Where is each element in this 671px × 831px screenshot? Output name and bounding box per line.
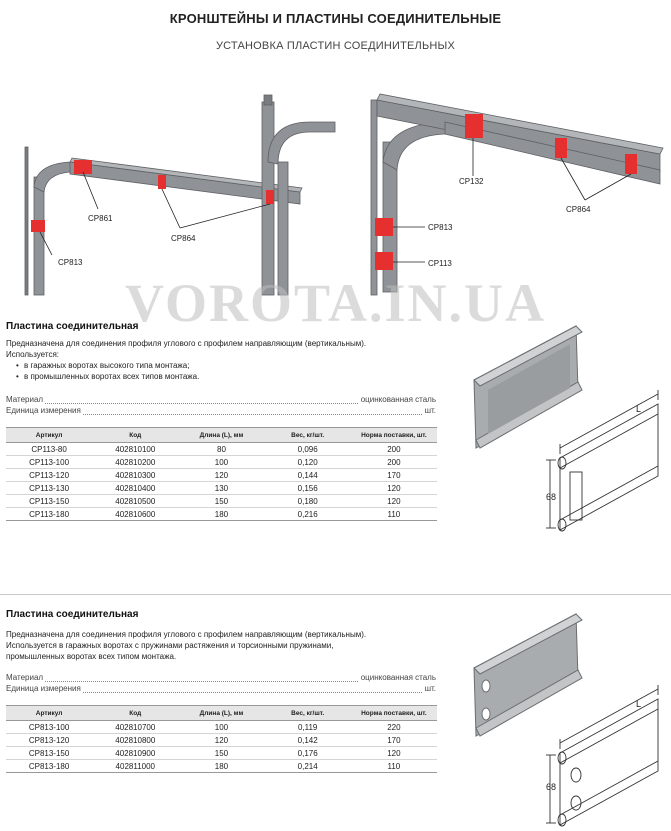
cell-article: CP813-100 xyxy=(6,721,92,734)
cell-weight: 0,120 xyxy=(265,456,351,469)
callout-cp113: CP113 xyxy=(428,259,452,268)
cell-code: 402810600 xyxy=(92,508,178,521)
callout-cp813-left: CP813 xyxy=(58,258,83,267)
section1-bullet: • в гаражных воротах высокого типа монтажа; xyxy=(16,360,426,371)
dimension-68-label: 68 xyxy=(546,782,557,792)
cell-article: CP113-180 xyxy=(6,508,92,521)
cp864-plate-b xyxy=(266,190,274,204)
cell-weight: 0,119 xyxy=(265,721,351,734)
cp861-plate xyxy=(74,160,92,174)
section2-unit-row xyxy=(6,684,436,695)
section2-title: Пластина соединительная xyxy=(6,609,139,620)
cell-supply: 200 xyxy=(351,443,437,456)
table-header-row xyxy=(6,706,437,721)
section1-description xyxy=(6,338,426,382)
section1-unit-row xyxy=(6,406,436,417)
material-value: оцинкованная сталь xyxy=(360,673,436,682)
table-row xyxy=(6,760,437,773)
col-length: Длина (L), мм xyxy=(178,428,264,443)
cell-weight: 0,096 xyxy=(265,443,351,456)
cp864-plate-a xyxy=(158,175,166,189)
table-row xyxy=(6,721,437,734)
col-code: Код xyxy=(92,428,178,443)
table-row xyxy=(6,469,437,482)
section2-desc-line: Предназначена для соединения профиля углового с профилем направляющим (вертикальным). xyxy=(6,630,367,639)
section2-desc-line: Используется в гаражных воротах с пружинами растяжения и торсионными пружинами, xyxy=(6,641,334,650)
cell-code: 402810400 xyxy=(92,482,178,495)
cell-article: CP113-130 xyxy=(6,482,92,495)
cell-weight: 0,176 xyxy=(265,747,351,760)
table-row xyxy=(6,443,437,456)
cell-supply: 200 xyxy=(351,456,437,469)
cp113-technical-drawing xyxy=(540,380,670,532)
dimension-l-label: L xyxy=(636,699,642,709)
cell-weight: 0,216 xyxy=(265,508,351,521)
cell-article: CP813-120 xyxy=(6,734,92,747)
cell-code: 402810700 xyxy=(92,721,178,734)
section2-material-row xyxy=(6,673,436,684)
col-article: Артикул xyxy=(6,428,92,443)
cell-article: CP113-100 xyxy=(6,456,92,469)
section-divider xyxy=(0,594,671,595)
cell-code: 402810800 xyxy=(92,734,178,747)
cell-length: 80 xyxy=(178,443,264,456)
cell-code: 402810900 xyxy=(92,747,178,760)
section1-spec-table xyxy=(6,427,437,521)
page-title: КРОНШТЕЙНЫ И ПЛАСТИНЫ СОЕДИНИТЕЛЬНЫЕ xyxy=(169,11,502,26)
cell-supply: 120 xyxy=(351,747,437,760)
cp813-plate-right xyxy=(375,218,393,236)
installation-diagram-right xyxy=(365,92,670,297)
section1-bullet-list xyxy=(6,360,426,382)
right-curved-track xyxy=(268,122,335,164)
cell-length: 130 xyxy=(178,482,264,495)
table-row xyxy=(6,734,437,747)
page-subtitle: УСТАНОВКА ПЛАСТИН СОЕДИНИТЕЛЬНЫХ xyxy=(215,40,456,52)
cell-article: CP113-120 xyxy=(6,469,92,482)
cell-length: 180 xyxy=(178,760,264,773)
cp864-plate-r1 xyxy=(555,138,567,158)
material-label: Материал xyxy=(6,395,44,404)
cell-code: 402811000 xyxy=(92,760,178,773)
table-row xyxy=(6,747,437,760)
section2-spec-table xyxy=(6,705,437,773)
cell-code: 402810100 xyxy=(92,443,178,456)
col-article: Артикул xyxy=(6,706,92,721)
cell-supply: 120 xyxy=(351,482,437,495)
col-length: Длина (L), мм xyxy=(178,706,264,721)
cell-code: 402810300 xyxy=(92,469,178,482)
col-supply: Норма поставки, шт. xyxy=(351,428,437,443)
cell-article: CP113-150 xyxy=(6,495,92,508)
cell-weight: 0,214 xyxy=(265,760,351,773)
cell-supply: 170 xyxy=(351,734,437,747)
cell-supply: 170 xyxy=(351,469,437,482)
cell-code: 402810200 xyxy=(92,456,178,469)
cell-length: 100 xyxy=(178,456,264,469)
table-row xyxy=(6,495,437,508)
cell-article: CP113-80 xyxy=(6,443,92,456)
callout-cp861: CP861 xyxy=(88,214,113,223)
cell-length: 100 xyxy=(178,721,264,734)
cell-article: CP813-150 xyxy=(6,747,92,760)
cell-weight: 0,156 xyxy=(265,482,351,495)
watermark: VOROTA.IN.UA xyxy=(125,273,546,333)
section1-title: Пластина соединительная xyxy=(6,321,139,332)
section1-uses-label: Используется: xyxy=(6,350,59,359)
material-label: Материал xyxy=(6,673,44,682)
cell-supply: 110 xyxy=(351,760,437,773)
col-weight: Вес, кг/шт. xyxy=(265,428,351,443)
cp132-plate xyxy=(465,114,483,138)
table-row xyxy=(6,482,437,495)
unit-label: Единица измерения xyxy=(6,684,81,693)
cell-supply: 220 xyxy=(351,721,437,734)
cell-supply: 110 xyxy=(351,508,437,521)
table-row xyxy=(6,456,437,469)
section2-description xyxy=(6,629,426,662)
material-value: оцинкованная сталь xyxy=(360,395,436,404)
cp813-plate xyxy=(31,220,45,232)
unit-label: Единица измерения xyxy=(6,406,81,415)
cell-supply: 120 xyxy=(351,495,437,508)
cell-weight: 0,144 xyxy=(265,469,351,482)
col-weight: Вес, кг/шт. xyxy=(265,706,351,721)
cp864-plate-r2 xyxy=(625,154,637,174)
cp113-plate xyxy=(375,252,393,270)
table-row xyxy=(6,508,437,521)
cell-code: 402810500 xyxy=(92,495,178,508)
cell-article: CP813-180 xyxy=(6,760,92,773)
cell-length: 120 xyxy=(178,469,264,482)
unit-value: шт. xyxy=(424,406,436,415)
cell-length: 120 xyxy=(178,734,264,747)
cell-length: 150 xyxy=(178,495,264,508)
section1-desc-line: Предназначена для соединения профиля углового с профилем направляющим (вертикальным). xyxy=(6,339,367,348)
cell-length: 180 xyxy=(178,508,264,521)
cell-length: 150 xyxy=(178,747,264,760)
col-supply: Норма поставки, шт. xyxy=(351,706,437,721)
unit-value: шт. xyxy=(424,684,436,693)
col-code: Код xyxy=(92,706,178,721)
section1-material-row xyxy=(6,395,436,406)
callout-cp864-right: CP864 xyxy=(566,205,591,214)
cell-weight: 0,180 xyxy=(265,495,351,508)
dimension-l-label: L xyxy=(636,404,642,414)
callout-cp813-right: CP813 xyxy=(428,223,453,232)
section1-bullet: • в промышленных воротах всех типов монтажа. xyxy=(16,371,426,382)
section2-desc-line: промышленных воротах всех типом монтажа. xyxy=(6,652,177,661)
dimension-68-label: 68 xyxy=(546,492,557,502)
table-header-row xyxy=(6,428,437,443)
cp813-technical-drawing xyxy=(540,675,670,827)
callout-cp132: CP132 xyxy=(459,177,484,186)
cell-weight: 0,142 xyxy=(265,734,351,747)
callout-cp864-left: CP864 xyxy=(171,234,196,243)
